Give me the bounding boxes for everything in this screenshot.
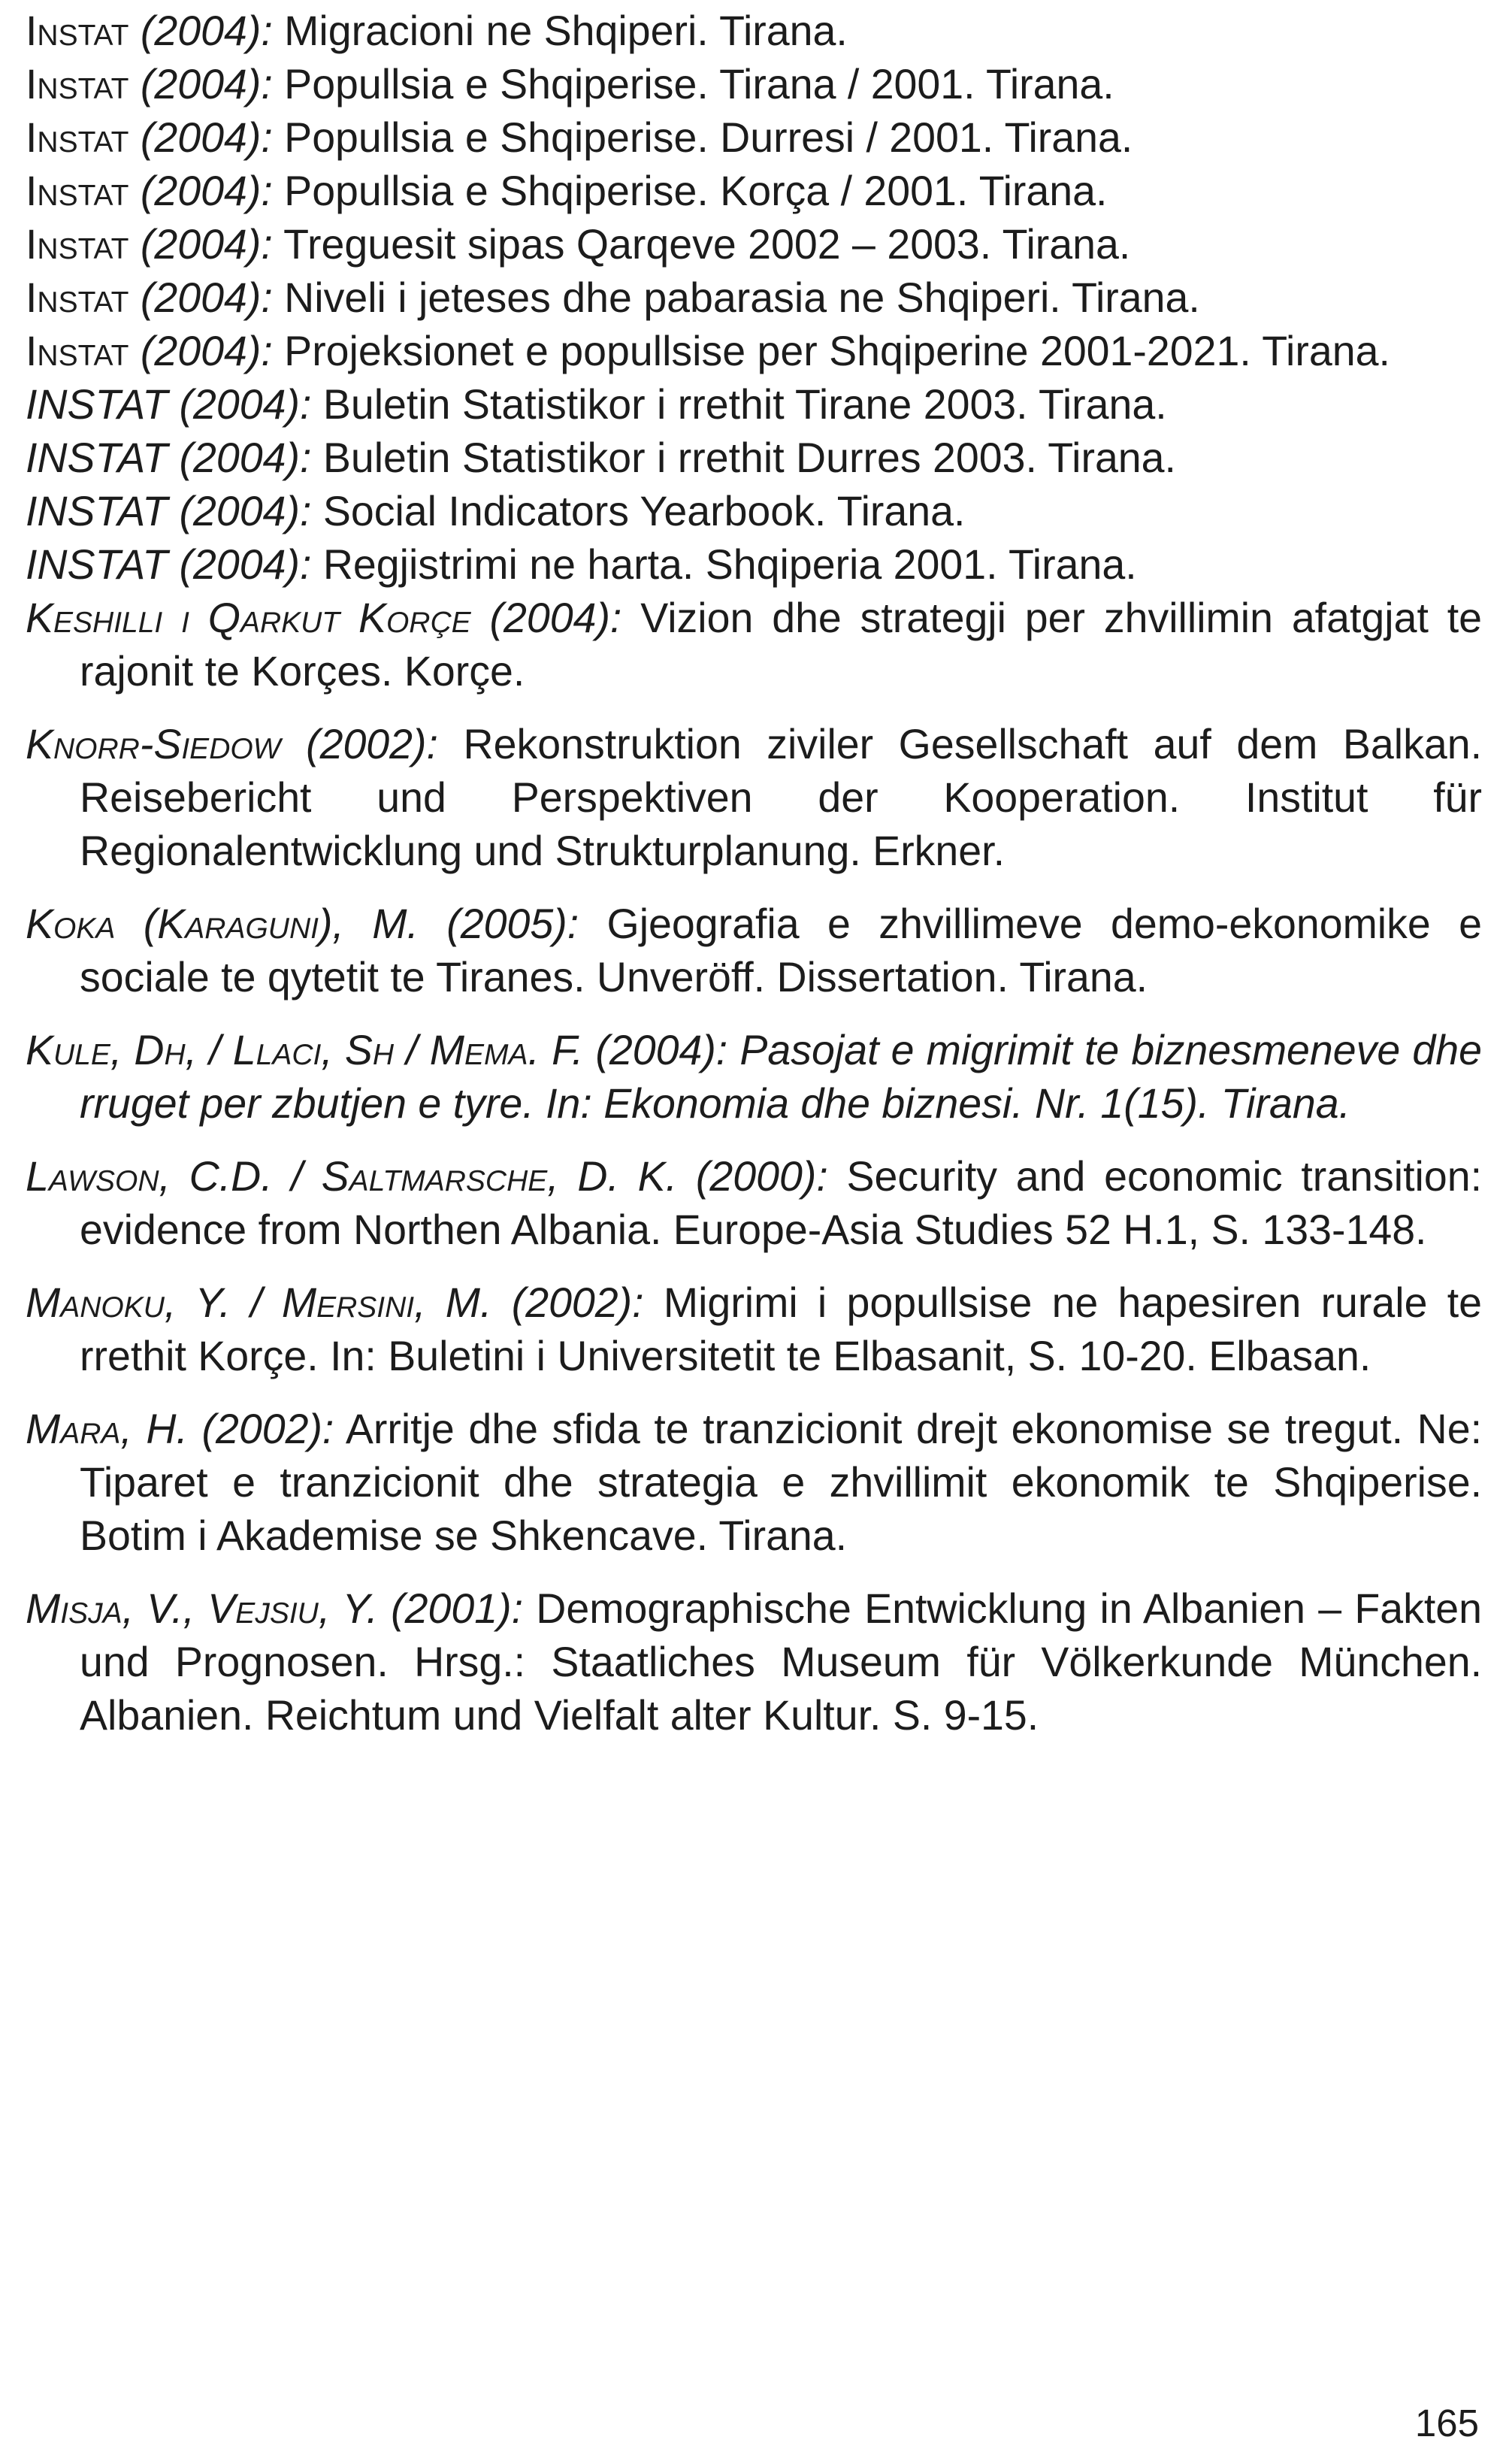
reference-year: (2002): <box>306 721 438 767</box>
reference-author: INSTAT <box>26 381 168 428</box>
reference-entry <box>26 378 1482 431</box>
reference-year: (2004): <box>489 595 622 641</box>
reference-year: (2004): <box>140 8 273 54</box>
reference-entry <box>26 1582 1482 1742</box>
reference-entry <box>26 58 1482 111</box>
reference-text: Regjistrimi ne harta. Shqiperia 2001. Tirana. <box>322 541 1137 588</box>
reference-author: Koka (Karaguni), M. <box>26 901 419 947</box>
reference-text: Projeksionet e popullsise per Shqiperine 2001-2021. Tirana. <box>284 328 1390 374</box>
bibliography-list <box>26 5 1482 1742</box>
reference-author: Knorr-Siedow <box>26 721 281 767</box>
reference-entry <box>26 218 1482 271</box>
reference-author: INSTAT <box>26 488 168 534</box>
reference-text: Pasojat e migrimit te biznesmeneve dhe rruget per zbutjen e tyre. In: Ekonomia dhe biznesi. Nr. 1(15). Tirana. <box>80 1027 1483 1127</box>
reference-year: (2002): <box>511 1279 644 1326</box>
page-number: 165 <box>1414 2402 1479 2444</box>
reference-text: Treguesit sipas Qarqeve 2002 – 2003. Tirana. <box>283 221 1131 268</box>
reference-author: Instat <box>26 8 129 54</box>
reference-text: Migracioni ne Shqiperi. Tirana. <box>284 8 848 54</box>
reference-entry <box>26 5 1482 58</box>
reference-entry <box>26 1150 1482 1257</box>
reference-entry <box>26 165 1482 218</box>
reference-text: Buletin Statistikor i rrethit Tirane 2003. Tirana. <box>322 381 1167 428</box>
reference-year: (2004): <box>595 1027 728 1073</box>
reference-entry <box>26 325 1482 378</box>
reference-entry <box>26 111 1482 165</box>
reference-author: Manoku, Y. / Mersini, M. <box>26 1279 492 1326</box>
reference-text: Social Indicators Yearbook. Tirana. <box>322 488 966 534</box>
reference-entry <box>26 431 1482 485</box>
reference-author: Instat <box>26 328 129 374</box>
reference-text: Rekonstruktion ziviler Gesellschaft auf dem Balkan. Reisebericht und Perspektiven der Kooperation. Institut für Regionalentwicklung und Strukturplanung. Erkner. <box>80 721 1483 874</box>
reference-author: INSTAT <box>26 434 168 481</box>
reference-author: Instat <box>26 61 129 107</box>
reference-text: Demographische Entwicklung in Albanien – Fakten und Prognosen. Hrsg.: Staatliches Museum für Völkerkunde München. Albanien. Reichtum und Vielfalt alter Kultur. S. 9-15. <box>80 1585 1483 1739</box>
reference-author: Instat <box>26 168 129 214</box>
reference-text: Vizion dhe strategji per zhvillimin afatgjat te rajonit te Korçes. Korçe. <box>80 595 1482 695</box>
reference-author: Misja, V., Vejsiu, Y. <box>26 1585 378 1632</box>
reference-author: INSTAT <box>26 541 168 588</box>
reference-year: (2004): <box>140 114 273 161</box>
reference-year: (2004): <box>140 221 273 268</box>
reference-author: Keshilli i Qarkut Korçe <box>26 595 471 641</box>
reference-year: (2004): <box>140 168 273 214</box>
reference-entry <box>26 1276 1482 1383</box>
reference-text: Arritje dhe sfida te tranzicionit drejt ekonomise se tregut. Ne: Tiparet e tranzicionit dhe strategia e zhvillimit ekonomik te Shqiperise. Botim i Akademise se Shkencave. Tirana. <box>80 1406 1483 1559</box>
reference-entry <box>26 1024 1482 1131</box>
reference-year: (2004): <box>140 328 273 374</box>
reference-text: Security and economic transition: evidence from Northen Albania. Europe-Asia Studies 52 H.1, S. 133-148. <box>80 1153 1483 1253</box>
reference-text: Popullsia e Shqiperise. Tirana / 2001. Tirana. <box>284 61 1114 107</box>
reference-entry <box>26 1403 1482 1563</box>
reference-year: (2004): <box>179 488 312 534</box>
reference-text: Popullsia e Shqiperise. Durresi / 2001. Tirana. <box>284 114 1133 161</box>
reference-text: Buletin Statistikor i rrethit Durres 2003. Tirana. <box>322 434 1176 481</box>
reference-entry <box>26 898 1482 1004</box>
reference-text: Niveli i jeteses dhe pabarasia ne Shqiperi. Tirana. <box>284 274 1200 321</box>
reference-author: Lawson, C.D. / Saltmarsche, D. K. <box>26 1153 678 1200</box>
reference-year: (2004): <box>179 381 312 428</box>
reference-text: Gjeografia e zhvillimeve demo-ekonomike e sociale te qytetit te Tiranes. Unveröff. Dissertation. Tirana. <box>80 901 1483 1000</box>
reference-year: (2000): <box>695 1153 828 1200</box>
reference-entry <box>26 592 1482 698</box>
reference-year: (2001): <box>391 1585 523 1632</box>
reference-year: (2004): <box>140 274 273 321</box>
reference-entry <box>26 271 1482 325</box>
reference-author: Instat <box>26 114 129 161</box>
reference-entry <box>26 718 1482 878</box>
reference-year: (2005): <box>446 901 579 947</box>
reference-entry <box>26 485 1482 538</box>
reference-author: Instat <box>26 221 129 268</box>
reference-year: (2002): <box>201 1406 334 1452</box>
reference-author: Mara, H. <box>26 1406 188 1452</box>
reference-text: Popullsia e Shqiperise. Korça / 2001. Tirana. <box>284 168 1108 214</box>
reference-text: Migrimi i popullsise ne hapesiren rurale te rrethit Korçe. In: Buletini i Universitetit te Elbasanit, S. 10-20. Elbasan. <box>80 1279 1483 1379</box>
reference-author: Instat <box>26 274 129 321</box>
reference-entry <box>26 538 1482 592</box>
reference-year: (2004): <box>140 61 273 107</box>
reference-year: (2004): <box>179 434 312 481</box>
reference-author: Kule, Dh, / Llaci, Sh / Mema. F. <box>26 1027 584 1073</box>
reference-year: (2004): <box>179 541 312 588</box>
